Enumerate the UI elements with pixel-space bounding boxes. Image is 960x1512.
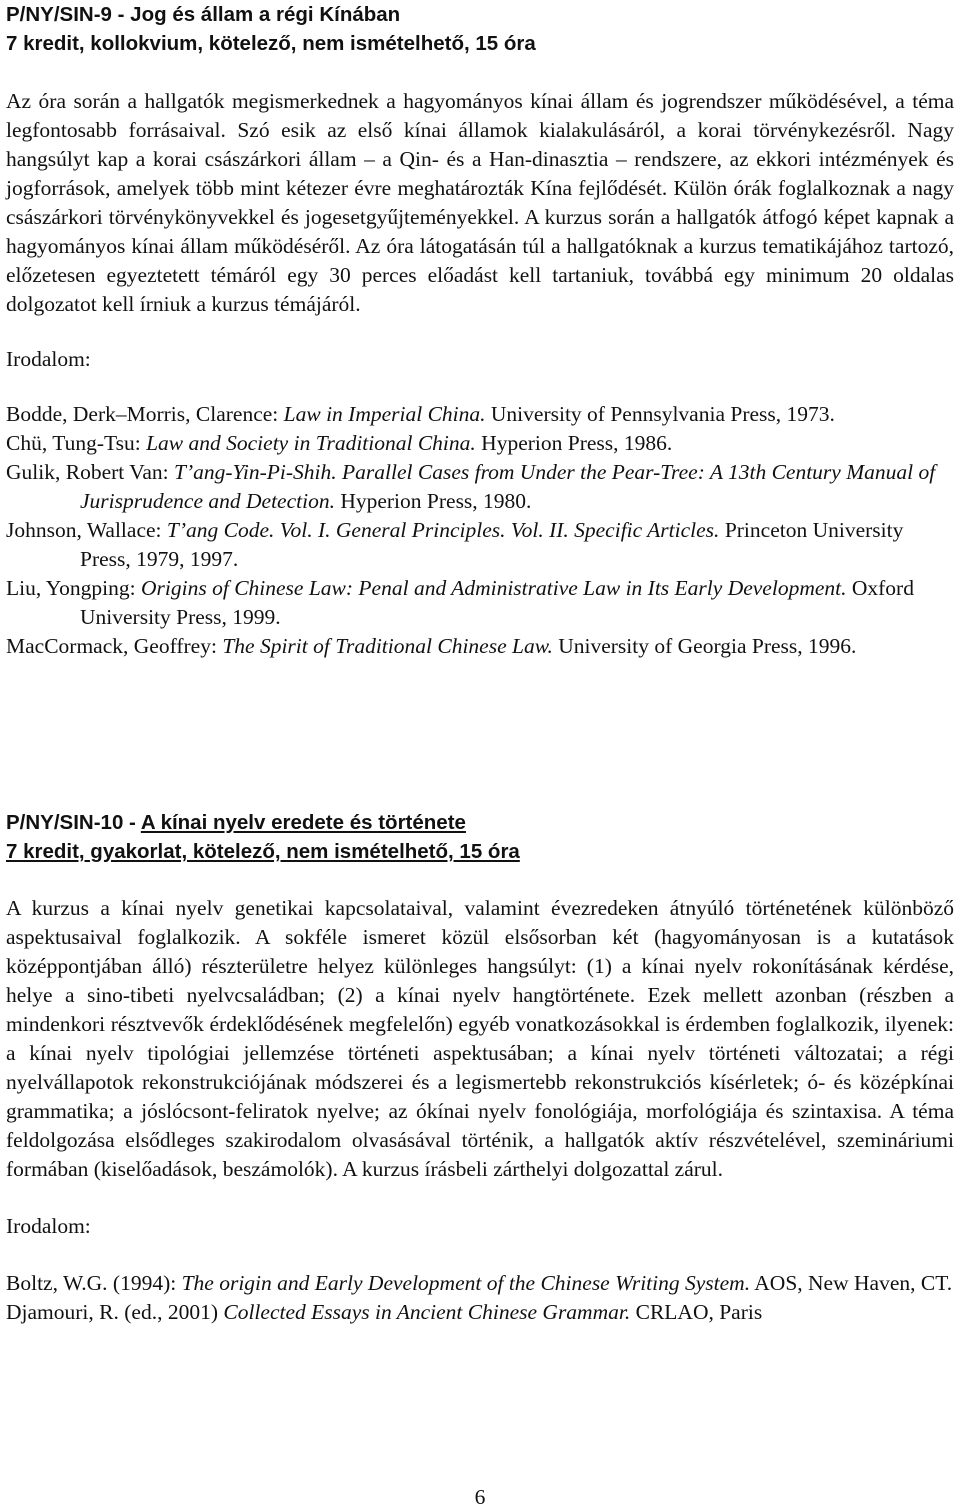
reference-item: Gulik, Robert Van: T’ang-Yin-Pi-Shih. Parallel Cases from Under the Pear-Tree: A 13th Century Manual of Jurisprudence and Detection. Hyperion Press, 1980.	[6, 460, 936, 513]
course-heading: P/NY/SIN-9 - Jog és állam a régi Kínában	[6, 3, 401, 26]
reference-item: MacCormack, Geoffrey: The Spirit of Traditional Chinese Law. University of Georgia Press, 1996.	[6, 634, 857, 658]
reference-item: Djamouri, R. (ed., 2001) Collected Essays in Ancient Chinese Grammar. CRLAO, Paris	[6, 1300, 763, 1324]
course-meta: 7 kredit, kollokvium, kötelező, nem ismételhető, 15 óra	[6, 32, 536, 55]
bibliography-label: Irodalom:	[6, 1214, 91, 1238]
course-meta: 7 kredit, gyakorlat, kötelező, nem ismételhető, 15 óra	[6, 840, 520, 863]
bibliography-list	[6, 400, 954, 661]
course-section-sin-10	[6, 808, 954, 1327]
reference-item: Boltz, W.G. (1994): The origin and Early Development of the Chinese Writing System. AOS, New Haven, CT.	[6, 1271, 953, 1295]
course-heading: P/NY/SIN-10 - A kínai nyelv eredete és története	[6, 811, 466, 834]
reference-item: Chü, Tung-Tsu: Law and Society in Traditional China. Hyperion Press, 1986.	[6, 431, 673, 455]
course-code: P/NY/SIN-9	[6, 3, 112, 26]
bibliography-label: Irodalom:	[6, 347, 91, 371]
reference-item: Liu, Yongping: Origins of Chinese Law: Penal and Administrative Law in Its Early Development. Oxford University Press, 1999.	[6, 576, 914, 629]
reference-item: Johnson, Wallace: T’ang Code. Vol. I. General Principles. Vol. II. Specific Articles. Princeton University Press, 1979, 1997.	[6, 518, 904, 571]
course-code: P/NY/SIN-10	[6, 811, 124, 834]
page-number: 6	[474, 1485, 486, 1509]
reference-item: Bodde, Derk–Morris, Clarence: Law in Imperial China. University of Pennsylvania Press, 1973.	[6, 402, 835, 426]
course-description: Az óra során a hallgatók megismerkednek a hagyományos kínai állam és jogrendszer működésével, a téma legfontosabb forrásaival. Szó esik az első kínai államok kialakulásáról, a korai törvénykezésről. Nagy hangsúlyt kap a korai császárkori állam – a Qin- és a Han-dinasztia – rendszere, az ekkori intézmények és jogforrások, amelyek több mint kétezer évre meghatározták Kína fejlődését. Külön órák foglalkoznak a nagy császárkori törvénykönyvekkel és jogesetgyűjteményekkel. A kurzus során a hallgatók átfogó képet kapnak a hagyományos kínai állam működéséről. Az óra látogatásán túl a hallgatóknak a kurzus tematikájához tartozó, előzetesen egyeztetett témáról egy 30 perces előadást kell tartaniuk, továbbá egy minimum 20 oldalas dolgozatot kell írniuk a kurzus témájáról.	[6, 89, 954, 316]
course-title: A kínai nyelv eredete és története	[140, 811, 466, 834]
bibliography-list	[6, 1269, 954, 1327]
course-section-sin-9	[6, 0, 954, 661]
course-title: Jog és állam a régi Kínában	[130, 3, 401, 26]
course-description: A kurzus a kínai nyelv genetikai kapcsolataival, valamint évezredeken átnyúló történetének különböző aspektusaival foglalkozik. A sokféle ismeret közül elsősorban két (hagyományosan is a kutatások középpontjában álló) részterületre helyez különleges hangsúlyt: (1) a kínai nyelv rokonításának kérdése, helye a sino-tibeti nyelvcsaládban; (2) a kínai nyelv hangtörténete. Ezek mellett azonban (részben a mindenkori résztvevők érdeklődésének megfelelőn) egyéb vonatkozásokkal is érdemben foglalkozik, ilyenek: a kínai nyelv tipológiai jellemzése történeti aspektusában; a kínai nyelv történeti változatai; a régi nyelvállapotok rekonstrukciójának módszerei és a legismertebb rekonstrukciós kísérletek; ó- és középkínai grammatika; a jóslócsont-feliratok nyelve; az ókínai nyelv fonológiája, morfológiája és szintaxisa. A téma feldolgozása elsődleges szakirodalom olvasásával történik, a hallgatók aktív részvételével, szemináriumi formában (kiselőadások, beszámolók). A kurzus írásbeli zárthelyi dolgozattal zárul.	[6, 896, 954, 1181]
